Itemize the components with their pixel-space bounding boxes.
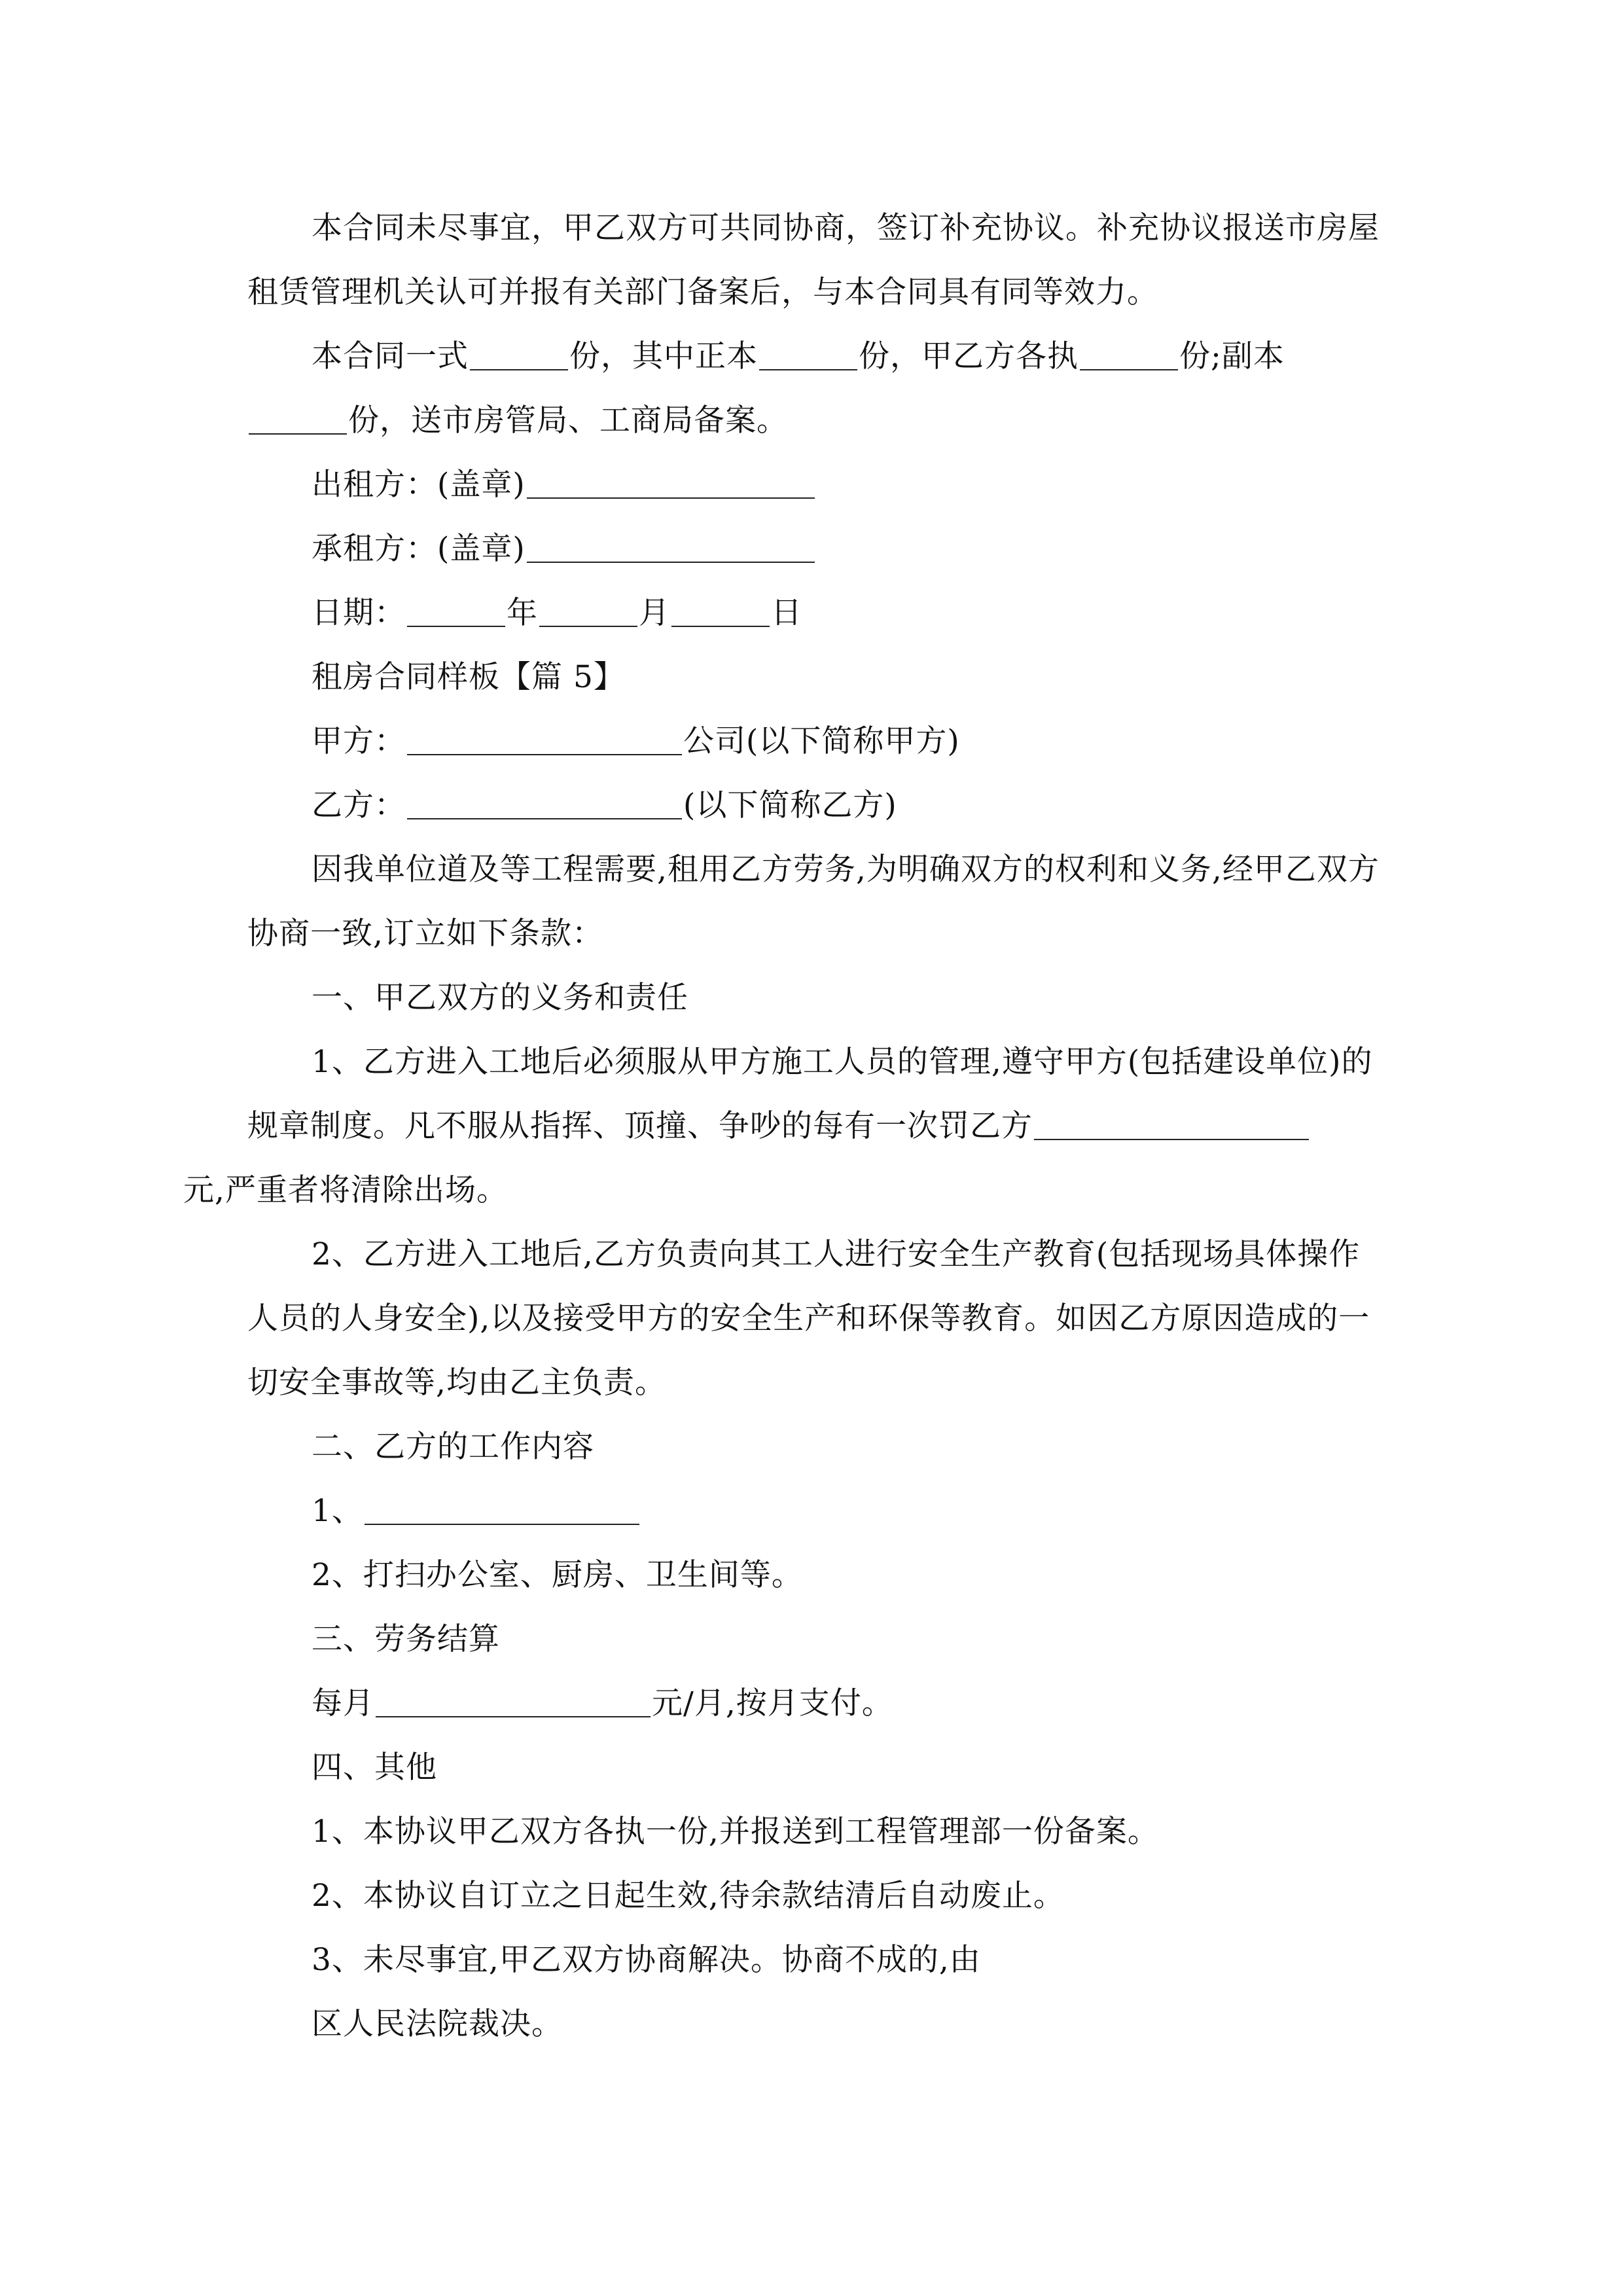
paragraph-copies [247, 325, 1380, 453]
section-1-item-1-text: 1、乙方进入工地后必须服从甲方施工人员的管理,遵守甲方(包括建设单位)的规章制度。凡不服从指挥、顶撞、争吵的每有一次罚乙方 [247, 1044, 1373, 1144]
party-b-label: 乙方： [312, 787, 406, 823]
lessee-label: 承租方：(盖章) [312, 531, 526, 567]
lessee-signature-line [247, 517, 1380, 581]
blank-party-a [407, 720, 682, 755]
date-day-label: 日 [771, 595, 802, 631]
section-1-title: 一、甲乙双方的义务和责任 [312, 980, 688, 1016]
copies-text-2: 份，其中正本 [569, 338, 758, 374]
date-line [247, 581, 1380, 645]
blank-duplicate-copies [249, 399, 347, 435]
copies-text-5: 份，送市房管局、工商局备案。 [348, 403, 788, 439]
party-a-label: 甲方： [312, 723, 406, 759]
section-4-item-2: 2、本协议自订立之日起生效,待余款结清后自动废止。 [312, 1878, 1065, 1914]
section-3-payment [247, 1672, 1380, 1736]
section-4-item-3: 3、未尽事宜,甲乙双方协商解决。协商不成的,由 [312, 1942, 981, 1978]
blank-original-copies [759, 335, 857, 370]
blank-year [407, 592, 505, 627]
blank-party-b [407, 784, 682, 819]
party-b-line [247, 774, 1380, 838]
lessor-signature-line [247, 453, 1380, 517]
date-year-label: 年 [507, 595, 538, 631]
paragraph-supplementary-agreement: 本合同未尽事宜，甲乙双方可共同协商，签订补充协议。补充协议报送市房屋租赁管理机关认可并报有关部门备案后，与本合同具有同等效力。 [247, 210, 1380, 310]
section-2-item-1 [247, 1479, 1380, 1543]
section-2-item-2: 2、打扫办公室、厨房、卫生间等。 [312, 1557, 803, 1593]
blank-month [539, 592, 637, 627]
copies-text-4: 份;副本 [1179, 338, 1285, 374]
date-label: 日期： [312, 595, 406, 631]
document-body [183, 196, 1380, 2056]
copies-text-1: 本合同一式 [312, 338, 469, 374]
blank-day [671, 592, 770, 627]
blank-lessee-seal [527, 528, 815, 563]
section-1-item-2: 2、乙方进入工地后,乙方负责向其工人进行安全生产教育(包括现场具体操作人员的人身安全),以及接受甲方的安全生产和环保等教育。如因乙方原因造成的一切安全事故等,均由乙主负责。 [247, 1236, 1370, 1401]
section-1-item-1-text-end: 元,严重者将清除出场。 [183, 1172, 508, 1208]
blank-total-copies [470, 335, 568, 370]
section-2-title: 二、乙方的工作内容 [312, 1429, 594, 1465]
section-4-item-1: 1、本协议甲乙双方各执一份,并报送到工程管理部一份备案。 [312, 1814, 1159, 1850]
blank-lessor-seal [527, 463, 815, 499]
party-a-line [247, 709, 1380, 774]
payment-suffix: 元/月,按月支付。 [652, 1685, 893, 1721]
section-2-item-1-label: 1、 [312, 1493, 363, 1529]
party-b-suffix: (以下简称乙方) [683, 787, 897, 823]
section-1-item-1 [183, 1030, 1380, 1223]
blank-work-content [365, 1490, 639, 1525]
blank-each-copies [1080, 335, 1178, 370]
blank-fine-amount [1034, 1105, 1309, 1140]
lessor-label: 出租方：(盖章) [312, 467, 526, 503]
copies-text-3: 份，甲乙方各执 [859, 338, 1079, 374]
section-4-item-3-end: 区人民法院裁决。 [312, 2006, 563, 2042]
payment-label: 每月 [312, 1685, 374, 1721]
paragraph-intro: 因我单位道及等工程需要,租用乙方劳务,为明确双方的权利和义务,经甲乙双方协商一致,订立如下条款： [247, 852, 1380, 952]
blank-monthly-amount [376, 1682, 651, 1717]
section-4-title: 四、其他 [312, 1749, 437, 1785]
date-month-label: 月 [639, 595, 670, 631]
party-a-suffix: 公司(以下简称甲方) [683, 723, 960, 759]
section-3-title: 三、劳务结算 [312, 1621, 500, 1657]
section-heading: 租房合同样板【篇 5】 [312, 659, 625, 695]
